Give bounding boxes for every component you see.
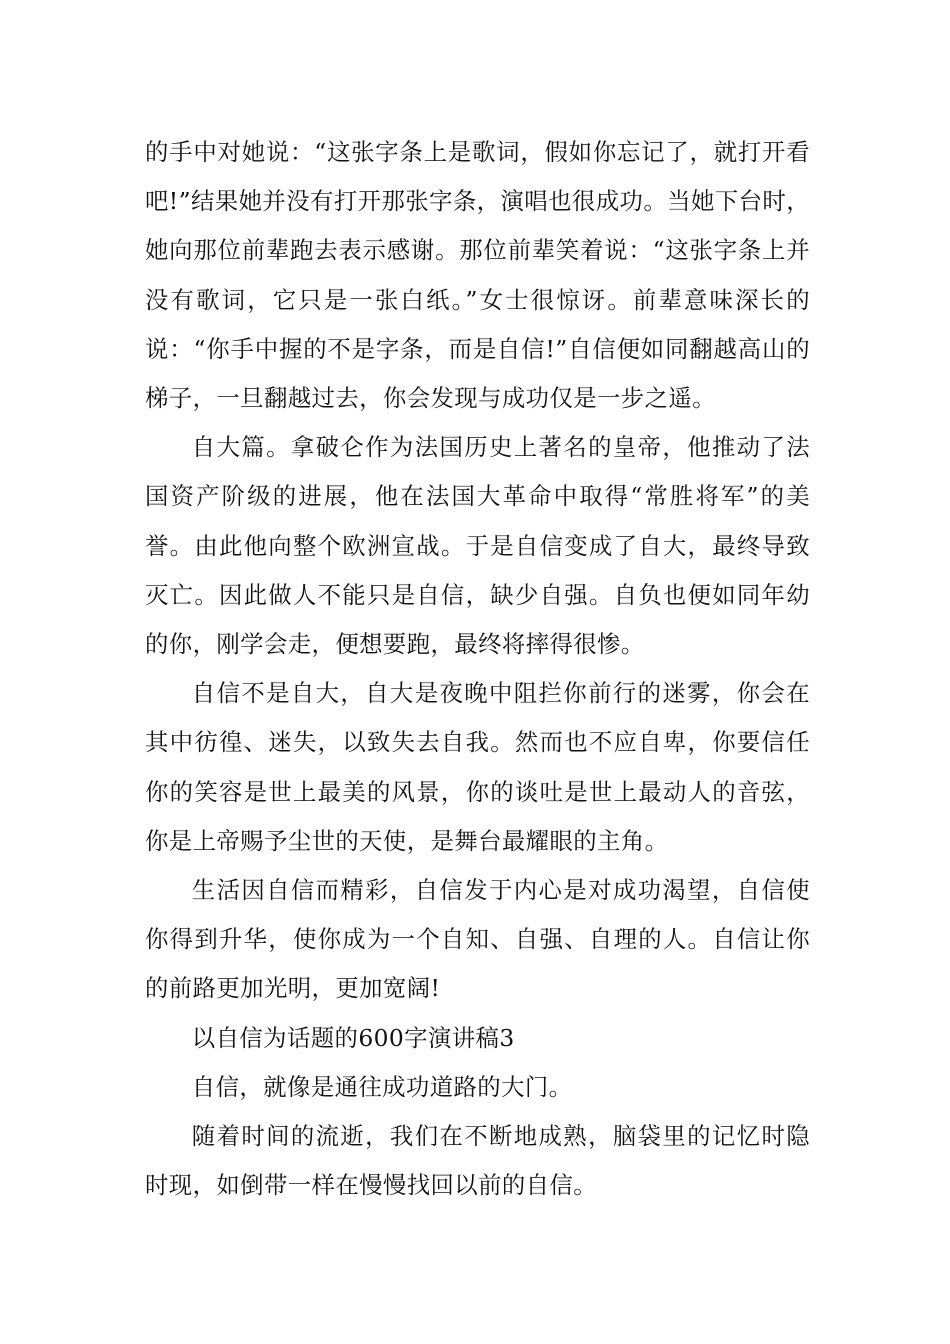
document-body bbox=[145, 128, 810, 1210]
paragraph-life-confidence: 生活因自信而精彩，自信发于内心是对成功渴望，自信使你得到升华，使你成为一个自知、自强、自理的人。自信让你的前路更加光明，更加宽阔! bbox=[145, 876, 810, 1003]
paragraph-door-to-success: 自信，就像是通往成功道路的大门。 bbox=[191, 1072, 573, 1101]
paragraph-time-passing: 随着时间的流逝，我们在不断地成熟，脑袋里的记忆时隐时现，如倒带一样在慢慢找回以前的自信。 bbox=[145, 1122, 810, 1200]
paragraph-confidence-not-arrogance: 自信不是自大，自大是夜晚中阻拦你前行的迷雾，你会在其中彷徨、迷失，以致失去自我。然而也不应自卑，你要信任你的笑容是世上最美的风景，你的谈吐是世上最动人的音弦，你是上帝赐予尘世的天使，是舞台最耀眼的主角。 bbox=[145, 679, 810, 855]
paragraph-arrogance: 自大篇。拿破仑作为法国历史上著名的皇帝，他推动了法国资产阶级的进展，他在法国大革命中取得“常胜将军”的美誉。由此他向整个欧洲宣战。于是自信变成了自大，最终导致灭亡。因此做人不能只是自信，缺少自强。自负也便如同年幼的你，刚学会走，便想要跑，最终将摔得很惨。 bbox=[145, 433, 810, 659]
section-heading: 以自信为话题的600字演讲稿3 bbox=[191, 1023, 515, 1052]
paragraph-continuation: 的手中对她说：“这张字条上是歌词，假如你忘记了，就打开看吧!”结果她并没有打开那张字条，演唱也很成功。当她下台时，她向那位前辈跑去表示感谢。那位前辈笑着说：“这张字条上并没有歌词，它只是一张白纸。”女士很惊讶。前辈意味深长的说：“你手中握的不是字条，而是自信!”自信便如同翻越高山的梯子，一旦翻越过去，你会发现与成功仅是一步之遥。 bbox=[145, 138, 810, 413]
